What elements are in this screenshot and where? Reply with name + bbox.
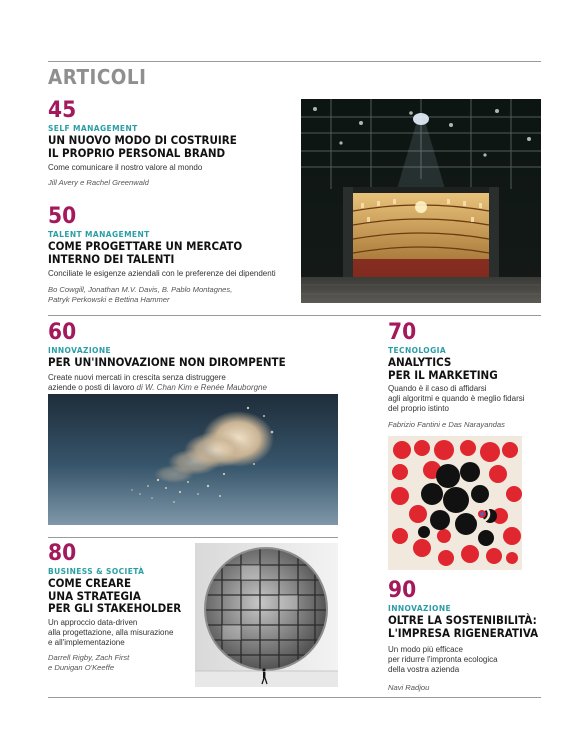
article-category: TECNOLOGIA bbox=[388, 346, 447, 355]
article-authors: di W. Chan Kim e Renée Mauborgne bbox=[136, 382, 267, 392]
bottom-rule bbox=[48, 697, 541, 698]
article-category: INNOVAZIONE bbox=[388, 604, 452, 613]
middle-rule bbox=[48, 315, 541, 316]
article-description: Conciliate le esigenze aziendali con le preferenze dei dipendenti bbox=[48, 269, 276, 278]
article-description: Create nuovi mercati in crescita senza distruggere aziende o posti di lavoro di W. Chan Kim e Renée Mauborgne bbox=[48, 372, 267, 392]
article-category: TALENT MANAGEMENT bbox=[48, 230, 150, 239]
article-headline[interactable]: UN NUOVO MODO DI COSTRUIRE IL PROPRIO PERSONAL BRAND bbox=[48, 133, 237, 160]
article-45[interactable] bbox=[48, 100, 298, 188]
article-headline[interactable]: ANALYTICS PER IL MARKETING bbox=[388, 355, 498, 382]
article-authors: Darrell Rigby, Zach First e Dunigan O'Keeffe bbox=[48, 652, 130, 672]
article-description: Un modo più efficace per ridurre l'impronta ecologica della vostra azienda bbox=[388, 645, 498, 674]
article-number: 70 bbox=[388, 320, 417, 345]
article-number: 50 bbox=[48, 204, 77, 229]
article-number: 80 bbox=[48, 541, 77, 566]
article-90[interactable] bbox=[388, 580, 548, 693]
left-rule bbox=[48, 537, 338, 538]
article-number: 60 bbox=[48, 320, 77, 345]
theatre-stage-image bbox=[301, 99, 541, 303]
article-headline[interactable]: OLTRE LA SOSTENIBILITÀ: L'IMPRESA RIGENERATIVA bbox=[388, 613, 539, 640]
article-authors: Navi Radjou bbox=[388, 683, 430, 692]
article-headline[interactable]: COME CREARE UNA STRATEGIA PER GLI STAKEHOLDER bbox=[48, 576, 182, 615]
article-70[interactable] bbox=[388, 322, 548, 430]
top-rule bbox=[48, 61, 541, 62]
dust-burst-image bbox=[48, 394, 338, 525]
article-description: Come comunicare il nostro valore al mondo bbox=[48, 163, 203, 172]
article-category: SELF MANAGEMENT bbox=[48, 124, 138, 133]
dots-pattern-image bbox=[388, 436, 522, 570]
article-50[interactable] bbox=[48, 206, 298, 305]
article-authors: Fabrizio Fantini e Das Narayandas bbox=[388, 420, 505, 429]
article-authors: Jill Avery e Rachel Greenwald bbox=[48, 178, 149, 187]
section-title: ARTICOLI bbox=[48, 65, 147, 89]
article-number: 90 bbox=[388, 578, 417, 603]
article-headline[interactable]: PER UN'INNOVAZIONE NON DIROMPENTE bbox=[48, 355, 286, 369]
article-category: INNOVAZIONE bbox=[48, 346, 112, 355]
round-window-building-image bbox=[195, 543, 338, 687]
article-60[interactable] bbox=[48, 322, 348, 393]
article-80[interactable] bbox=[48, 543, 198, 673]
article-category: BUSINESS & SOCIETÀ bbox=[48, 567, 145, 576]
article-authors: Bo Cowgill, Jonathan M.V. Davis, B. Pablo Montagnes, Patryk Perkowski e Bettina Hammer bbox=[48, 285, 233, 304]
article-description: Quando è il caso di affidarsi agli algoritmi e quando è meglio fidarsi del proprio istinto bbox=[388, 384, 525, 413]
article-number: 45 bbox=[48, 98, 77, 123]
article-description: Un approccio data-driven alla progettazione, alla misurazione e all'implementazione bbox=[48, 617, 174, 647]
article-headline[interactable]: COME PROGETTARE UN MERCATO INTERNO DEI TALENTI bbox=[48, 239, 243, 266]
